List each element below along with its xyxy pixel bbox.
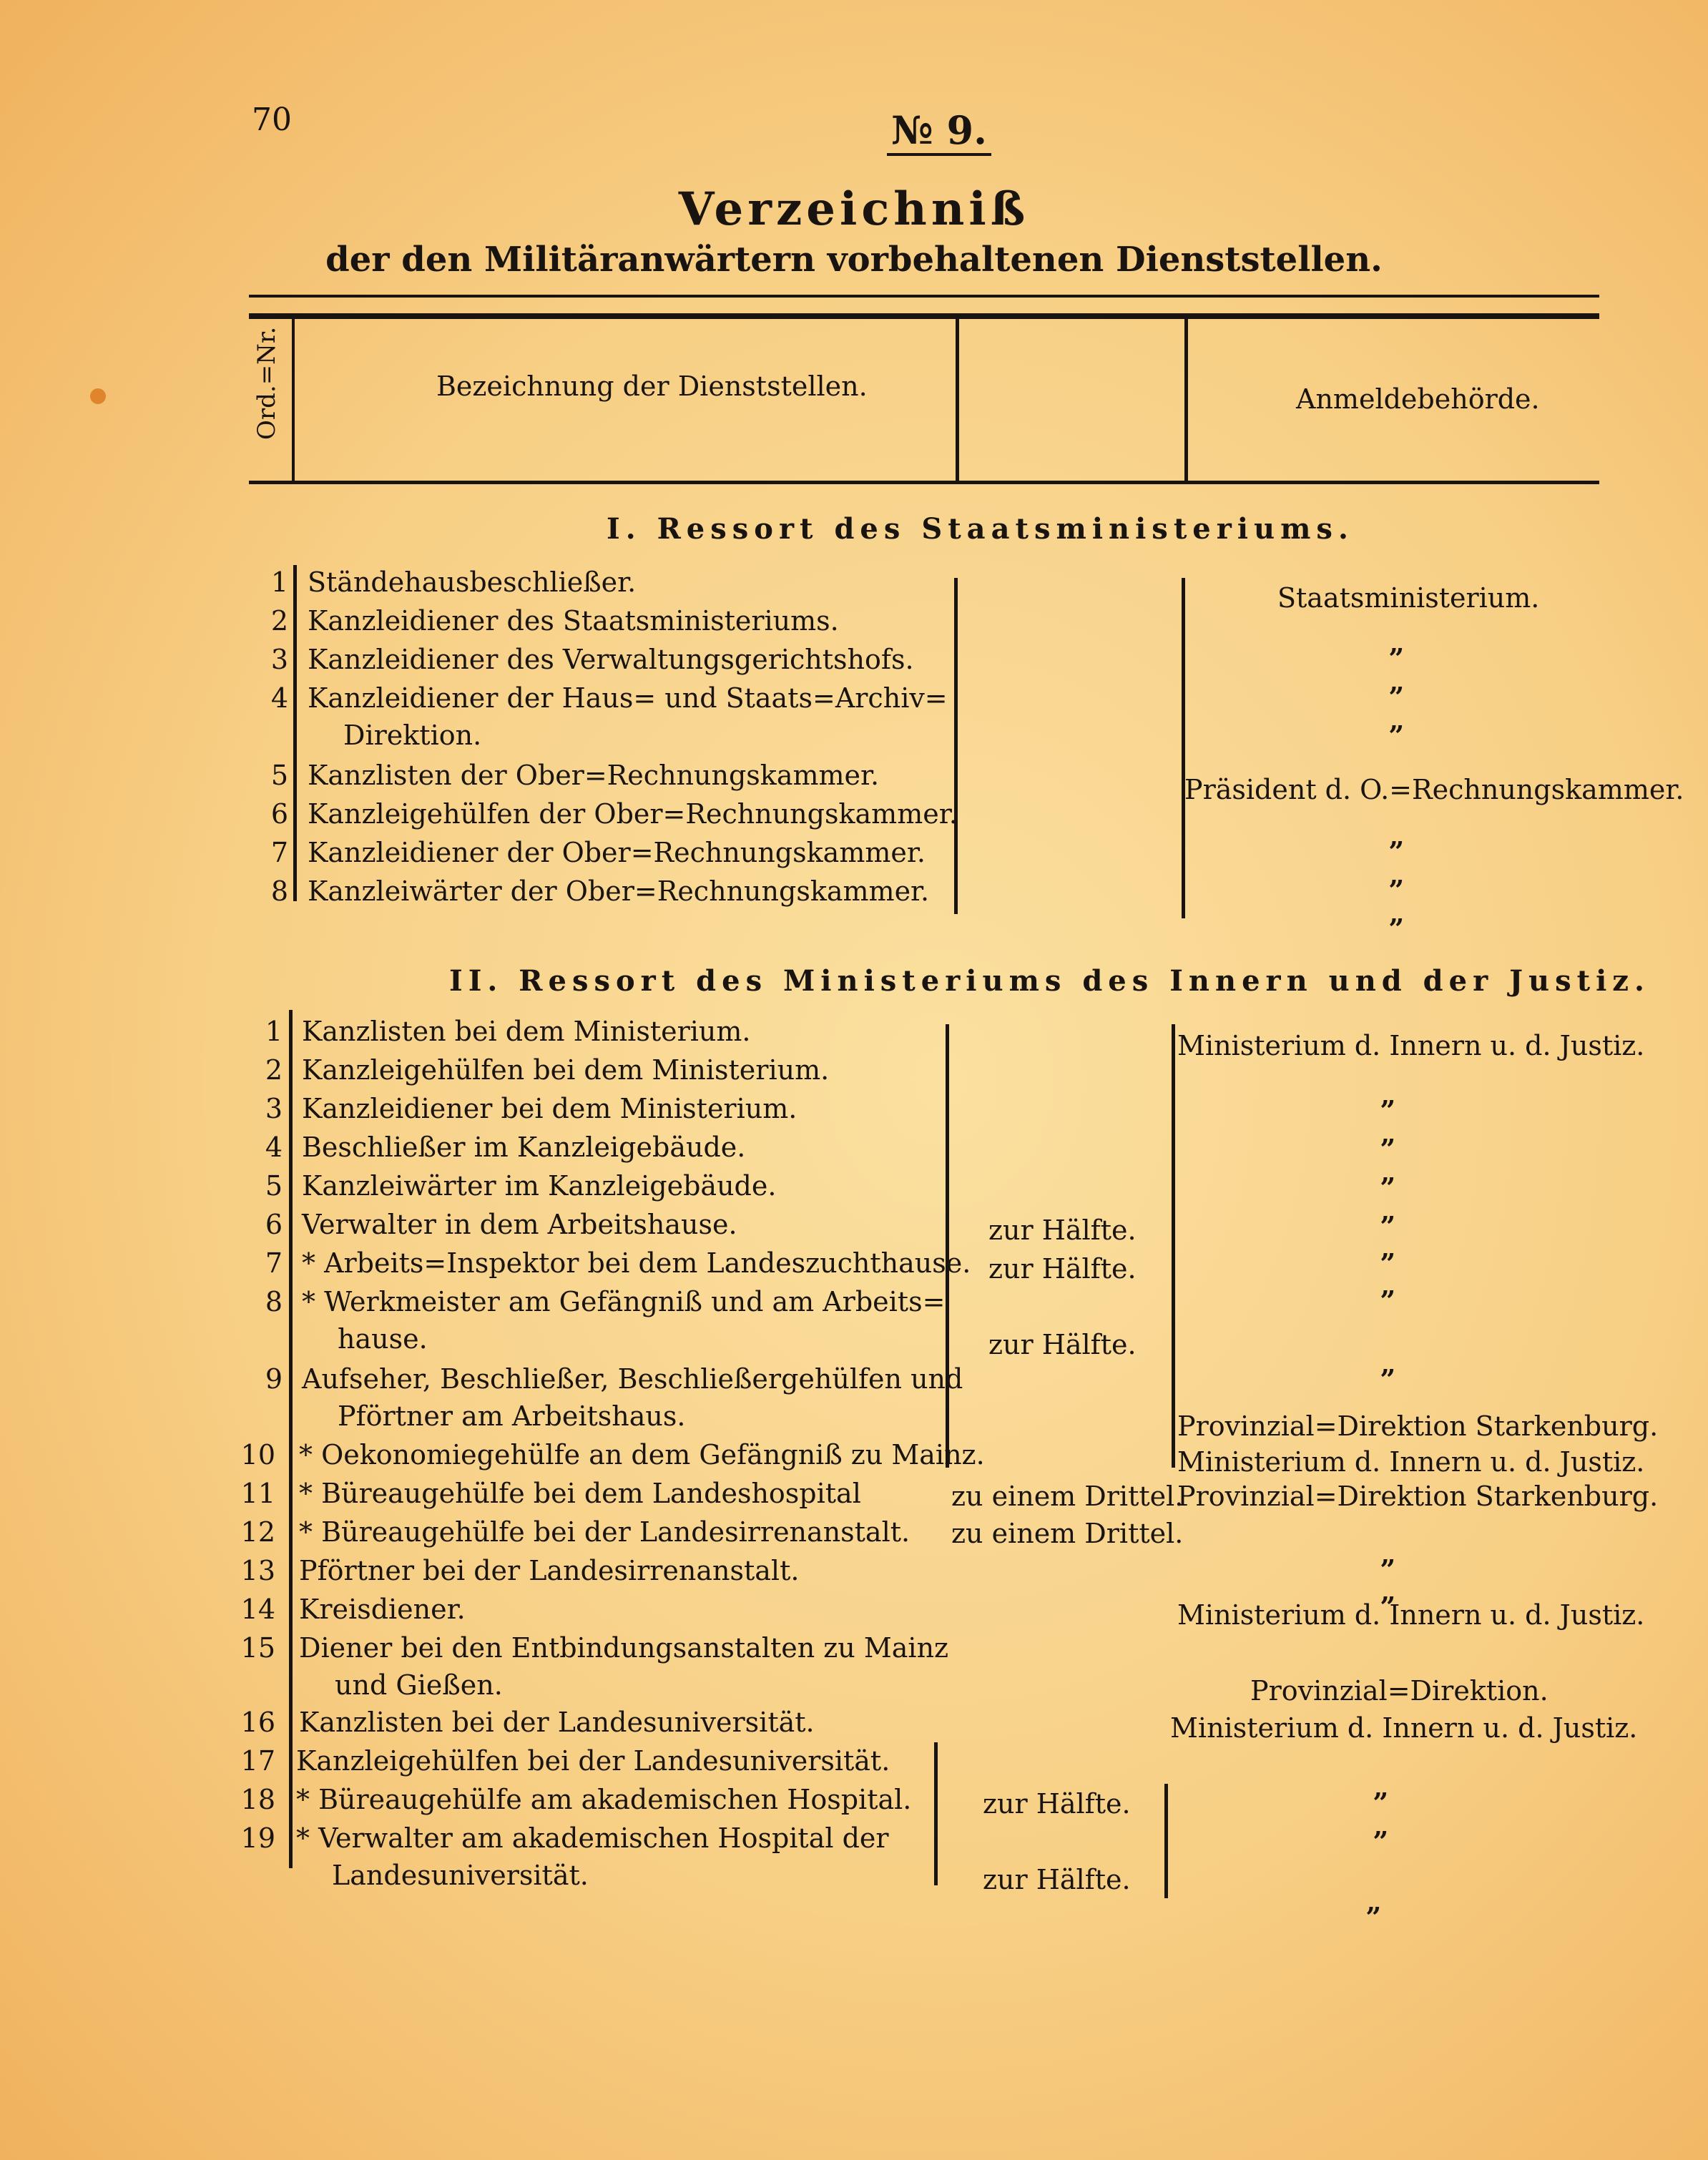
row-authority: Ministerium d. Innern u. d. Justiz. xyxy=(1170,1712,1638,1744)
table-top-rule-thin xyxy=(249,295,1599,298)
row-description: Kanzleidiener der Haus= und Staats=Archiv= xyxy=(308,682,948,714)
row-description-continued: und Gießen. xyxy=(335,1669,503,1701)
page-subtitle: der den Militäranwärtern vorbehaltenen Dienststellen. xyxy=(325,240,1383,280)
row-authority: Provinzial=Direktion Starkenburg. xyxy=(1177,1481,1659,1512)
row-authority-ditto: „ xyxy=(1380,1232,1396,1264)
row-authority-ditto: „ xyxy=(1389,665,1405,697)
row-number: 4 xyxy=(265,1131,283,1163)
row-description: * Arbeits=Inspektor bei dem Landeszuchthause. xyxy=(302,1247,971,1279)
row-number: 11 xyxy=(240,1478,275,1509)
row-description: * Büreaugehülfe am akademischen Hospital. xyxy=(296,1784,912,1815)
row-description: Kanzleigehülfen bei der Landesuniversität. xyxy=(296,1745,890,1777)
row-description: Kreisdiener. xyxy=(299,1594,466,1625)
row-authority-ditto: „ xyxy=(1389,897,1405,929)
section1-note-divider xyxy=(954,578,958,914)
header-divider-1 xyxy=(292,316,295,482)
row-description: Kanzlisten bei der Landesuniversität. xyxy=(299,1707,815,1738)
row-authority-ditto: „ xyxy=(1389,858,1405,890)
row-description-continued: hause. xyxy=(338,1323,428,1355)
row-authority-ditto: „ xyxy=(1380,1194,1396,1227)
row-description: Beschließer im Kanzleigebäude. xyxy=(302,1131,746,1163)
row-description: Kanzleigehülfen der Ober=Rechnungskammer. xyxy=(308,798,958,830)
row-number: 12 xyxy=(240,1516,275,1548)
row-number: 13 xyxy=(240,1555,275,1586)
row-authority-ditto: „ xyxy=(1380,1347,1396,1380)
row-description: * Werkmeister am Gefängniß und am Arbeits= xyxy=(302,1286,946,1317)
section1-auth-divider xyxy=(1182,578,1185,918)
row-description: Kanzleidiener bei dem Ministerium. xyxy=(302,1093,797,1124)
section-title-1: I. Ressort des Staatsministeriums. xyxy=(607,512,1354,546)
row-number: 2 xyxy=(265,1054,283,1086)
table-top-rule-thick xyxy=(249,313,1599,319)
row-description: Kanzlisten bei dem Ministerium. xyxy=(302,1016,751,1047)
row-authority-ditto: „ xyxy=(1389,704,1405,736)
row-number: 1 xyxy=(265,1016,283,1047)
row-description-continued: Landesuniversität. xyxy=(332,1860,589,1891)
row-number: 3 xyxy=(265,1093,283,1124)
issue-number: № 9. xyxy=(887,107,991,156)
row-description: Ständehausbeschließer. xyxy=(308,566,637,598)
row-number: 5 xyxy=(270,760,288,791)
row-share-note: zu einem Drittel. xyxy=(951,1481,1184,1512)
row-description: Kanzleidiener der Ober=Rechnungskammer. xyxy=(308,837,926,868)
row-description-continued: Pförtner am Arbeitshaus. xyxy=(338,1400,686,1432)
section2-num-divider xyxy=(289,1010,293,1868)
row-authority: Provinzial=Direktion. xyxy=(1250,1675,1549,1707)
row-number: 3 xyxy=(270,644,288,675)
row-number: 8 xyxy=(270,875,288,907)
header-divider-3 xyxy=(1184,316,1188,482)
row-number: 4 xyxy=(270,682,288,714)
section2-auth-divider-lower xyxy=(1164,1784,1168,1898)
page-number: 70 xyxy=(252,102,292,138)
row-authority-ditto: „ xyxy=(1380,1117,1396,1149)
row-number: 6 xyxy=(270,798,288,830)
row-number: 5 xyxy=(265,1170,283,1202)
row-authority-ditto: „ xyxy=(1389,627,1405,659)
row-authority: Ministerium d. Innern u. d. Justiz. xyxy=(1177,1599,1645,1631)
row-authority-ditto: „ xyxy=(1389,820,1405,852)
row-authority-ditto: „ xyxy=(1373,1771,1389,1803)
row-description: Pförtner bei der Landesirrenanstalt. xyxy=(299,1555,800,1586)
page-title: Verzeichniß xyxy=(678,182,1030,236)
row-number: 15 xyxy=(240,1632,275,1664)
row-number: 7 xyxy=(265,1247,283,1279)
row-description: Kanzleiwärter der Ober=Rechnungskammer. xyxy=(308,875,930,907)
row-number: 9 xyxy=(265,1363,283,1395)
row-authority-ditto: „ xyxy=(1380,1538,1396,1570)
row-description: Diener bei den Entbindungsanstalten zu Mainz xyxy=(299,1632,949,1664)
row-share-note: zur Hälfte. xyxy=(988,1329,1137,1360)
row-description: Kanzleiwärter im Kanzleigebäude. xyxy=(302,1170,777,1202)
header-divider-2 xyxy=(956,316,959,482)
row-description: Kanzleigehülfen bei dem Ministerium. xyxy=(302,1054,830,1086)
row-number: 1 xyxy=(270,566,288,598)
row-description: * Verwalter am akademischen Hospital der xyxy=(296,1822,889,1854)
row-description: Kanzleidiener des Verwaltungsgerichtshofs. xyxy=(308,644,914,675)
header-bezeichnung: Bezeichnung der Dienststellen. xyxy=(436,370,868,402)
header-anmeldebehoerde: Anmeldebehörde. xyxy=(1296,383,1540,415)
ink-stain xyxy=(90,388,106,404)
row-number: 17 xyxy=(240,1745,275,1777)
row-number: 16 xyxy=(240,1707,275,1738)
row-number: 8 xyxy=(265,1286,283,1317)
header-ord-nr: Ord.=Nr. xyxy=(252,326,281,440)
row-number: 10 xyxy=(240,1439,275,1471)
row-number: 19 xyxy=(240,1822,275,1854)
section2-note-divider-lower xyxy=(934,1742,938,1885)
row-authority-ditto: „ xyxy=(1380,1156,1396,1188)
row-authority: Ministerium d. Innern u. d. Justiz. xyxy=(1177,1446,1645,1478)
row-number: 18 xyxy=(240,1784,275,1815)
row-authority: Staatsministerium. xyxy=(1277,582,1540,614)
section2-auth-divider-upper xyxy=(1172,1024,1175,1468)
row-authority-ditto: „ xyxy=(1380,1575,1396,1607)
row-share-note: zur Hälfte. xyxy=(983,1788,1131,1820)
row-description: Kanzleidiener des Staatsministeriums. xyxy=(308,605,839,637)
row-authority: Ministerium d. Innern u. d. Justiz. xyxy=(1177,1030,1645,1061)
row-share-note: zu einem Drittel. xyxy=(951,1518,1184,1549)
row-authority: Provinzial=Direktion Starkenburg. xyxy=(1177,1410,1659,1442)
row-description-continued: Direktion. xyxy=(343,720,482,751)
row-share-note: zur Hälfte. xyxy=(988,1253,1137,1285)
row-authority: Präsident d. O.=Rechnungskammer. xyxy=(1184,774,1684,805)
row-description: * Büreaugehülfe bei dem Landeshospital xyxy=(299,1478,861,1509)
row-number: 14 xyxy=(240,1594,275,1625)
row-description: Aufseher, Beschließer, Beschließergehülfen und xyxy=(302,1363,963,1395)
row-description: Kanzlisten der Ober=Rechnungskammer. xyxy=(308,760,880,791)
row-description: Verwalter in dem Arbeitshause. xyxy=(302,1209,737,1240)
row-description: * Oekonomiegehülfe an dem Gefängniß zu Mainz. xyxy=(299,1439,985,1471)
row-authority-ditto: „ xyxy=(1380,1269,1396,1301)
table-header-bottom-rule xyxy=(249,481,1599,484)
row-authority-ditto: „ xyxy=(1366,1885,1382,1918)
row-share-note: zur Hälfte. xyxy=(983,1864,1131,1895)
section-title-2: II. Ressort des Ministeriums des Innern und der Justiz. xyxy=(449,964,1650,998)
section1-num-divider xyxy=(293,565,297,901)
row-share-note: zur Hälfte. xyxy=(988,1214,1137,1246)
section2-note-divider-upper xyxy=(946,1024,949,1468)
row-authority-ditto: „ xyxy=(1380,1079,1396,1111)
row-authority-ditto: „ xyxy=(1373,1810,1389,1842)
row-number: 2 xyxy=(270,605,288,637)
row-number: 6 xyxy=(265,1209,283,1240)
row-number: 7 xyxy=(270,837,288,868)
row-description: * Büreaugehülfe bei der Landesirrenanstalt. xyxy=(299,1516,911,1548)
